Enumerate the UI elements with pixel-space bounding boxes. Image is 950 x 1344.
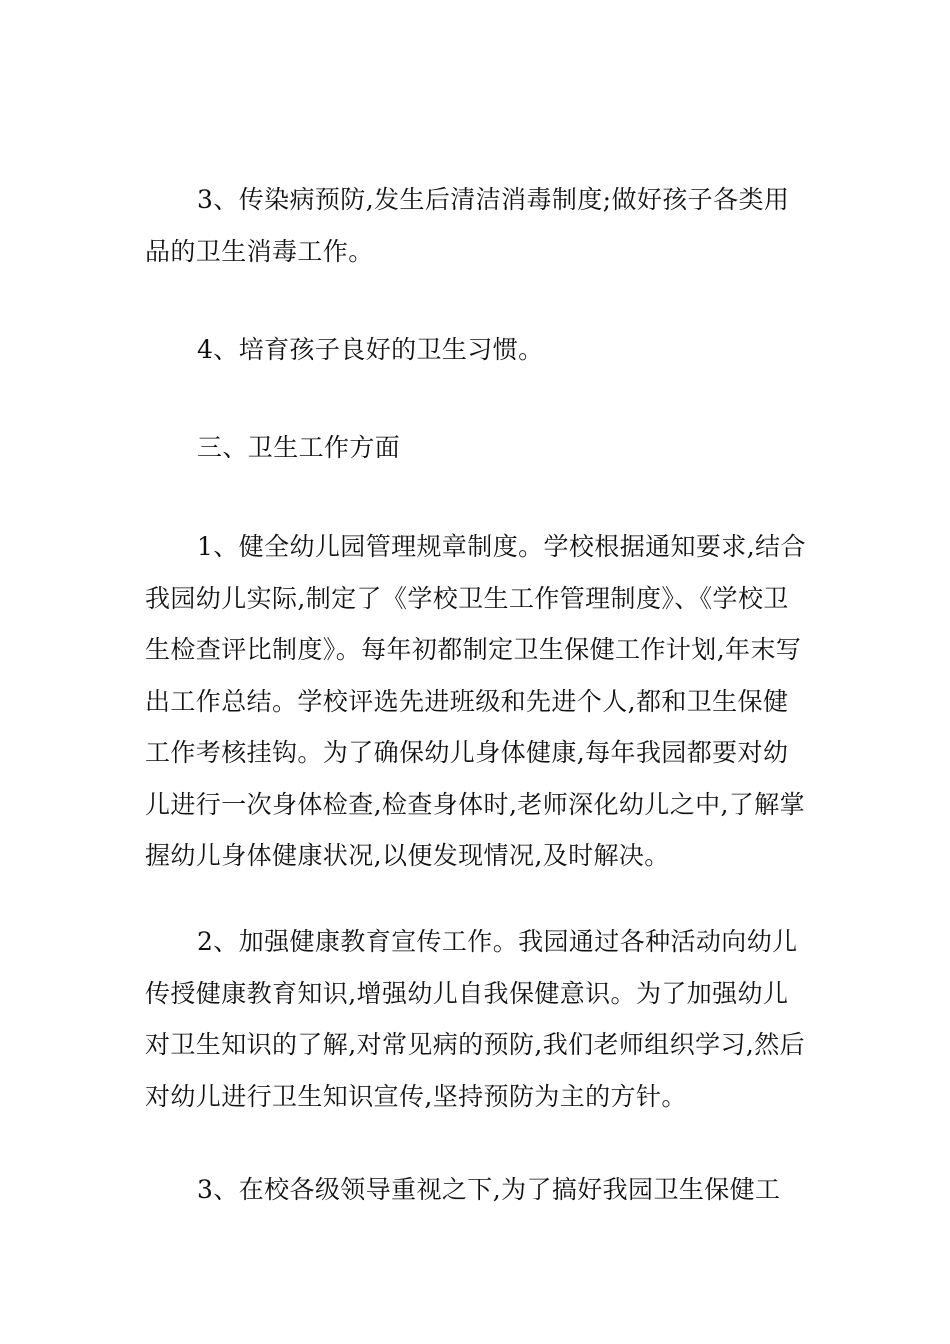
paragraph-management-rules: 1、健全幼儿园管理规章制度。学校根据通知要求,结合我园幼儿实际,制定了《学校卫生工作管理制度》、《学校卫生检查评比制度》。每年初都制定卫生保健工作计划,年末写出工作总结。学校评选先进班级和先进个人,都和卫生保健工作考核挂钩。为了确保幼儿身体健康,每年我园都要对幼儿进行一次身体检查,检查身体时,老师深化幼儿之中,了解掌握幼儿身体健康状况,以便发现情况,及时解决。 bbox=[145, 532, 806, 870]
paragraph-health-education: 2、加强健康教育宣传工作。我园通过各种活动向幼儿传授健康教育知识,增强幼儿自我保健意识。为了加强幼儿对卫生知识的了解,对常见病的预防,我们老师组织学习,然后对幼儿进行卫生知识宣传,坚持预防为主的方针。 bbox=[145, 927, 806, 1111]
paragraph-hygiene-habits: 4、培育孩子良好的卫生习惯。 bbox=[197, 335, 544, 364]
section-heading-hygiene-work: 三、卫生工作方面 bbox=[197, 433, 401, 462]
paragraph-disinfection: 3、传染病预防,发生后清洁消毒制度;做好孩子各类用品的卫生消毒工作。 bbox=[145, 185, 790, 266]
paragraph-leadership: 3、在校各级领导重视之下,为了搞好我园卫生保健工 bbox=[197, 1175, 781, 1204]
